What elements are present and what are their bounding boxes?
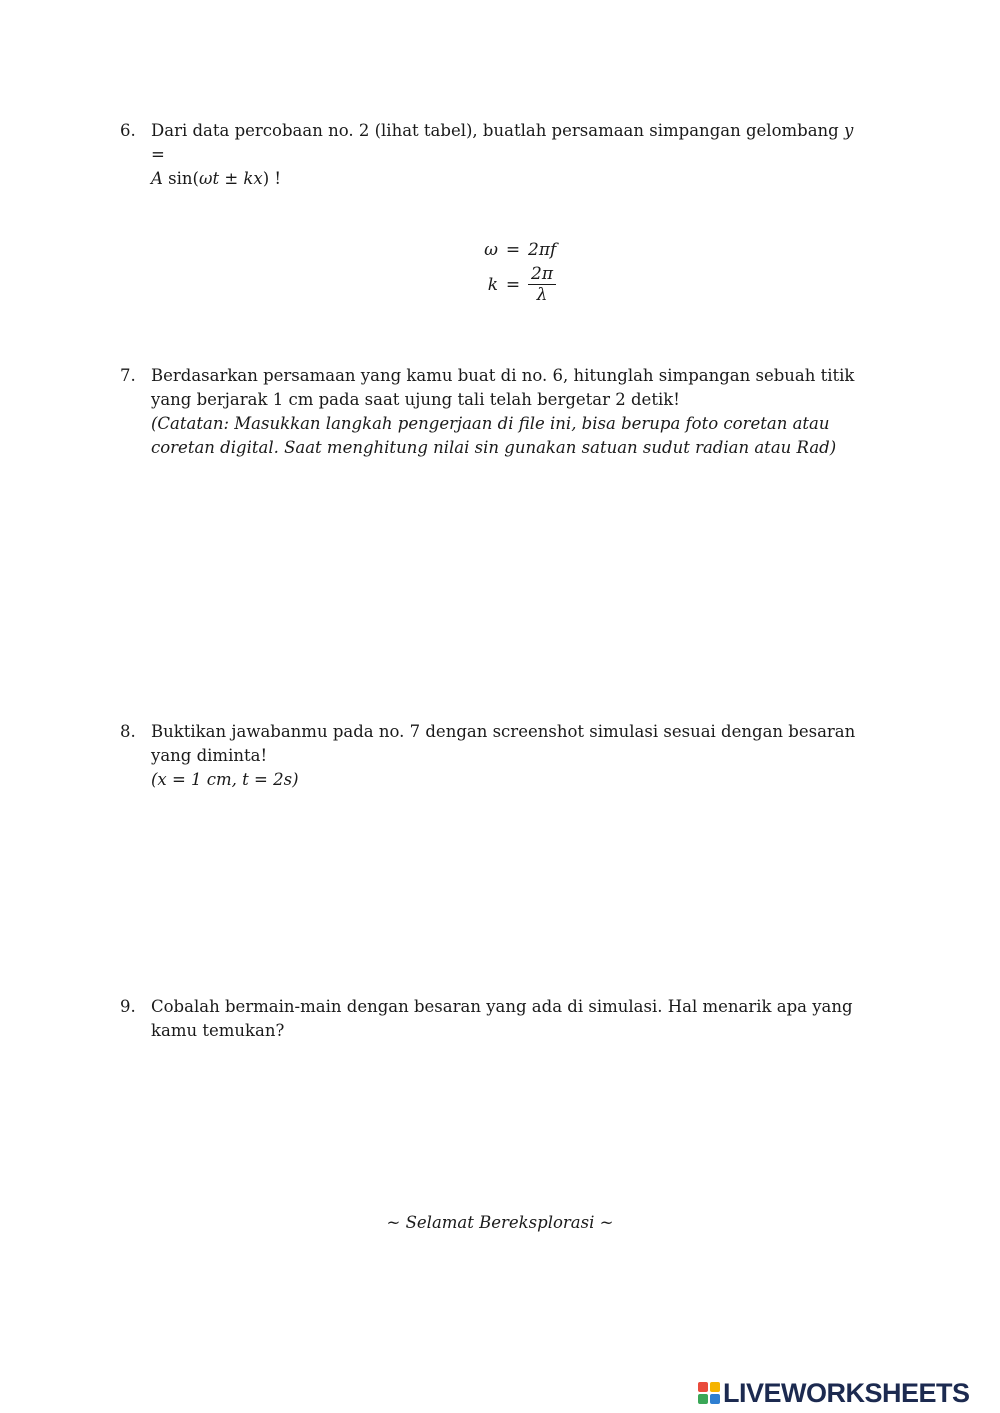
logo-mark-icon bbox=[698, 1382, 720, 1404]
liveworksheets-logo bbox=[698, 1378, 970, 1408]
question-text: Berdasarkan persamaan yang kamu buat di no. 6, hitunglah simpangan sebuah titik yang berjarak 1 cm pada saat ujung tali telah bergetar 2 detik! bbox=[151, 366, 855, 409]
question-6 bbox=[120, 119, 860, 191]
logo-square-2 bbox=[710, 1382, 720, 1392]
question-8 bbox=[120, 720, 860, 792]
question-text: Cobalah bermain-main dengan besaran yang ada di simulasi. Hal menarik apa yang kamu temukan? bbox=[151, 997, 853, 1040]
question-text: Dari data percobaan no. 2 (lihat tabel), buatlah persamaan simpangan gelombang y = A sin(ωt ± kx) ! bbox=[151, 121, 854, 188]
closing-message: ~ Selamat Bereksplorasi ~ bbox=[386, 1213, 614, 1232]
question-9 bbox=[120, 995, 860, 1043]
k-formula: k = $\frac{2\pi}{\lambda}$ bbox=[470, 264, 570, 305]
question-note: (x = 1 cm, t = 2s) bbox=[151, 770, 299, 789]
logo-square-3 bbox=[698, 1394, 708, 1404]
formula-block bbox=[470, 238, 570, 305]
question-7 bbox=[120, 364, 860, 460]
logo-square-4 bbox=[710, 1394, 720, 1404]
question-note: (Catatan: Masukkan langkah pengerjaan di file ini, bisa berupa foto coretan atau coretan digital. Saat menghitung nilai sin gunakan satuan sudut radian atau Rad) bbox=[151, 414, 837, 457]
logo-text: LIVEWORKSHEETS bbox=[723, 1377, 970, 1408]
fraction: $\frac{2\pi}{\lambda}$ bbox=[528, 264, 556, 305]
question-number: 7. bbox=[120, 366, 136, 385]
question-text: Buktikan jawabanmu pada no. 7 dengan screenshot simulasi sesuai dengan besaran yang diminta! bbox=[151, 722, 856, 765]
logo-square-1 bbox=[698, 1382, 708, 1392]
omega-formula: ω = 2πf bbox=[484, 240, 557, 260]
question-number: 9. bbox=[120, 997, 136, 1016]
question-number: 8. bbox=[120, 722, 136, 741]
question-number: 6. bbox=[120, 121, 136, 140]
